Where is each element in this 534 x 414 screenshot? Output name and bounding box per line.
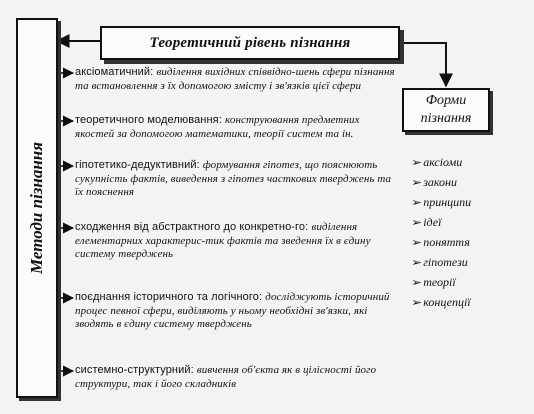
- method-name: системно-структурний:: [75, 364, 194, 376]
- form-item: ➢концепції: [412, 292, 522, 312]
- theoretical-level-title: Теоретичний рівень пізнання: [100, 26, 400, 60]
- method-name: аксіоматичний:: [75, 66, 154, 78]
- form-item: ➢ідеї: [412, 212, 522, 232]
- methods-label: Методи пізнання: [27, 142, 46, 274]
- method-hypothetico-deductive: [75, 159, 400, 200]
- bullet-arrow-icon: ➢: [411, 197, 423, 209]
- method-name: сходження від абстрактного до конкретно-го:: [75, 221, 309, 233]
- forms-title-line2: пізнання: [420, 111, 472, 126]
- method-description: досліджують історичний процес певної сфери, виділяють у ньому необхідні зв'язки, які зводять в єдину систему тверджень: [75, 291, 390, 330]
- method-name: теоретичного моделювання:: [75, 114, 222, 126]
- method-theoretical-modeling: [75, 114, 400, 141]
- bullet-arrow-icon: ➢: [411, 257, 423, 269]
- bullet-arrow-icon: ➢: [411, 277, 423, 289]
- forms-list: [412, 152, 522, 312]
- form-item: ➢принципи: [412, 192, 522, 212]
- method-description: конструювання предметних якостей за допомогою математики, теорії систем та ін.: [75, 114, 360, 140]
- method-description: вивчення об'єкта як в цілісності його структури, так і його складників: [75, 364, 377, 390]
- bullet-arrow-icon: ➢: [411, 297, 423, 309]
- bullet-arrow-icon: ➢: [411, 217, 423, 229]
- method-description: виділення вихідних співвідно-шень сфери пізнання та встановлення з їх допомогою змісту і зв'язків цієї сфери: [75, 66, 395, 92]
- form-item: ➢аксіоми: [412, 152, 522, 172]
- method-system-structural: [75, 364, 400, 391]
- method-description: формування гіпотез, що пояснюють сукупність фактів, виведення з гіпотез часткових тверджень та їх пояснення: [75, 159, 392, 198]
- bullet-arrow-icon: ➢: [411, 157, 423, 169]
- arrow-title-to-forms: [399, 43, 446, 86]
- form-item: ➢закони: [412, 172, 522, 192]
- forms-title-line1: Форми: [425, 93, 467, 108]
- methods-box: [16, 18, 58, 398]
- bullet-arrow-icon: ➢: [411, 177, 423, 189]
- forms-box: [402, 88, 490, 132]
- method-description: виділення елементарних характерис-тик фактів та зведення їх в єдину систему тверджень: [75, 221, 371, 260]
- form-item: ➢гіпотези: [412, 252, 522, 272]
- form-item: ➢поняття: [412, 232, 522, 252]
- method-historical-logical: [75, 291, 400, 332]
- method-name: гіпотетико-дедуктивний:: [75, 159, 200, 171]
- method-abstract-to-concrete: [75, 221, 400, 262]
- method-axiomatic: [75, 66, 400, 93]
- method-name: поєднання історичного та логічного:: [75, 291, 263, 303]
- form-item: ➢теорії: [412, 272, 522, 292]
- bullet-arrow-icon: ➢: [411, 237, 423, 249]
